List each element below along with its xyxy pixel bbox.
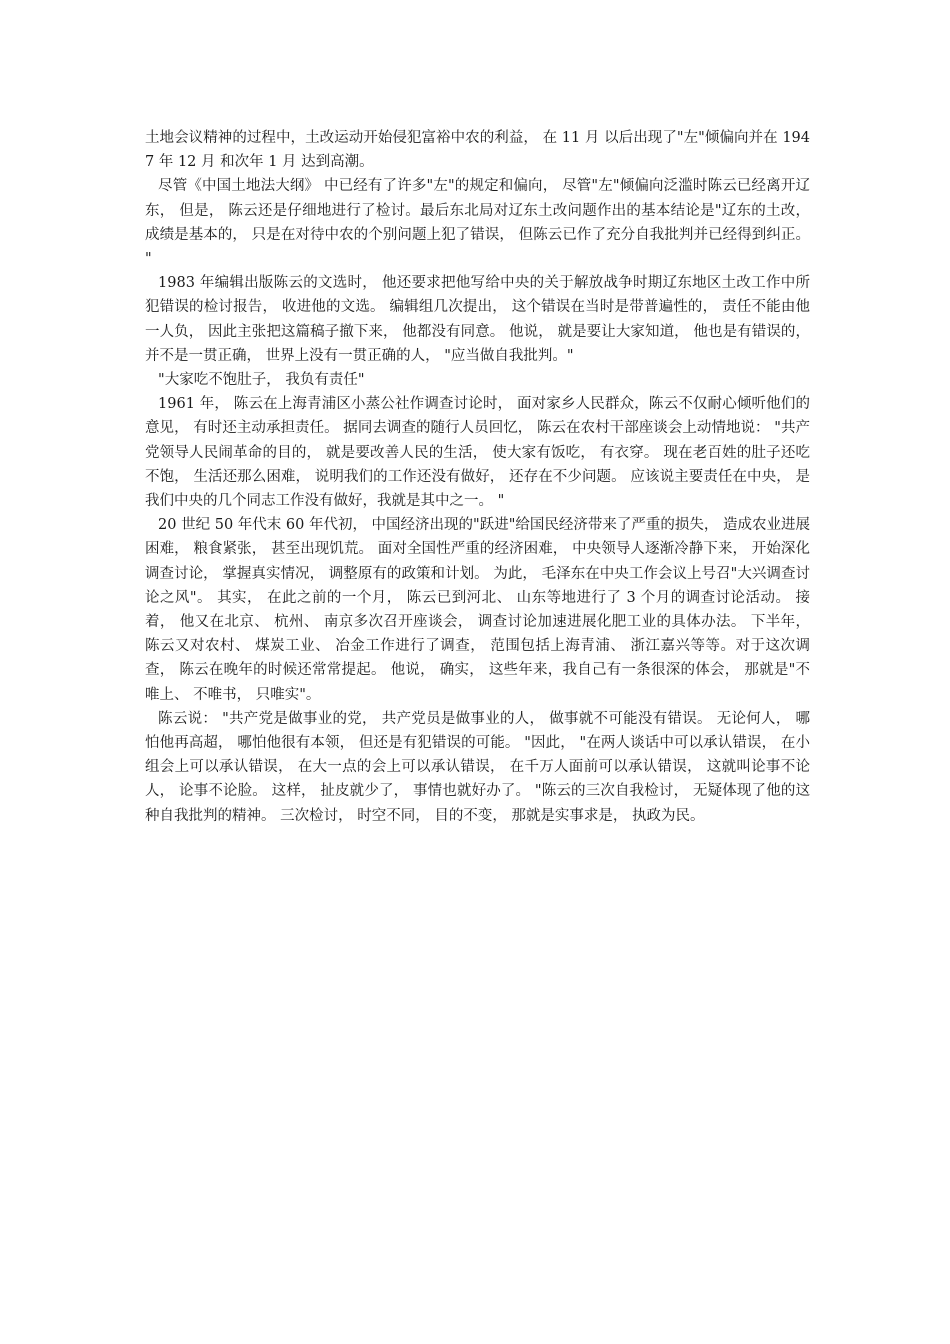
paragraph-6: 陈云说： "共产党是做事业的党， 共产党员是做事业的人， 做事就不可能没有错误。 无论何人， 哪怕他再高超， 哪怕他很有本领， 但还是有犯错误的可能。 "因此， "在两人谈话中可以承认错误， 在小组会上可以承认错误， 在大一点的会上可以承认错误， 在千万人面前可以承认错误， 这就叫论事不论人， 论事不论脸。 这样， 扯皮就少了， 事情也就好办了。 "陈云的三次自我检讨， 无疑体现了他的这种自我批判的精神。 三次检讨， 时空不同， 目的不变， 那就是实事求是， 执政为民。 — [145, 710, 810, 824]
paragraph-4: 1961 年， 陈云在上海青浦区小蒸公社作调查讨论时， 面对家乡人民群众，陈云不仅耐心倾听他们的意见， 有时还主动承担责任。 据同去调查的随行人员回忆， 陈云在农村干部座谈会上动情地说： "共产党领导人民闹革命的目的， 就是要改善人民的生活， 使大家有饭吃， 有衣穿。 现在老百姓的肚子还吃不饱， 生活还那么困难， 说明我们的工作还没有做好， 还存在不少问题。 应该说主要责任在中央， 是我们中央的几个同志工作没有做好，我就是其中之一。 " — [145, 396, 810, 510]
paragraph-2: 尽管《中国土地法大纲》 中已经有了许多"左"的规定和偏向， 尽管"左"倾偏向泛滥时陈云已经离开辽东， 但是， 陈云还是仔细地进行了检讨。最后东北局对辽东土改问题作出的基本结论是"辽东的土改， 成绩是基本的， 只是在对待中农的个别问题上犯了错误， 但陈云已作了充分自我批判并已经得到纠正。 " — [145, 178, 815, 268]
paragraph-1: 土地会议精神的过程中，土改运动开始侵犯富裕中农的利益， 在 11 月 以后出现了"左"倾偏向并在 1947 年 12 月 和次年 1 月 达到高潮。 — [145, 130, 810, 171]
paragraph-3: 1983 年编辑出版陈云的文选时， 他还要求把他写给中央的关于解放战争时期辽东地区土改工作中所犯错误的检讨报告， 收进他的文选。 编辑组几次提出， 这个错误在当时是带普遍性的， 责任不能由他一人负， 因此主张把这篇稿子撤下来， 他都没有同意。 他说， 就是要让大家知道， 他也是有错误的， 并不是一贯正确， 世界上没有一贯正确的人， "应当做自我批判。" — [145, 275, 815, 364]
section-heading: "大家吃不饱肚子， 我负有责任" — [158, 372, 365, 389]
document-body — [145, 126, 815, 828]
paragraph-5: 20 世纪 50 年代末 60 年代初， 中国经济出现的"跃进"给国民经济带来了严重的损失， 造成农业进展困难， 粮食紧张， 甚至出现饥荒。 面对全国性严重的经济困难， 中央领导人逐渐冷静下来， 开始深化调查讨论， 掌握真实情况， 调整原有的政策和计划。 为此， 毛泽东在中央工作会议上号召"大兴调查讨论之风"。 其实， 在此之前的一个月， 陈云已到河北、 山东等地进行了 3 个月的调查讨论活动。 接着， 他又在北京、 杭州、 南京多次召开座谈会， 调查讨论加速进展化肥工业的具体办法。 下半年， 陈云又对农村、 煤炭工业、 冶金工作进行了调查， 范围包括上海青浦、 浙江嘉兴等等。对于这次调查， 陈云在晚年的时候还常常提起。 他说， 确实， 这些年来，我自己有一条很深的体会， 那就是"不唯上、 不唯书， 只唯实"。 — [145, 517, 815, 703]
